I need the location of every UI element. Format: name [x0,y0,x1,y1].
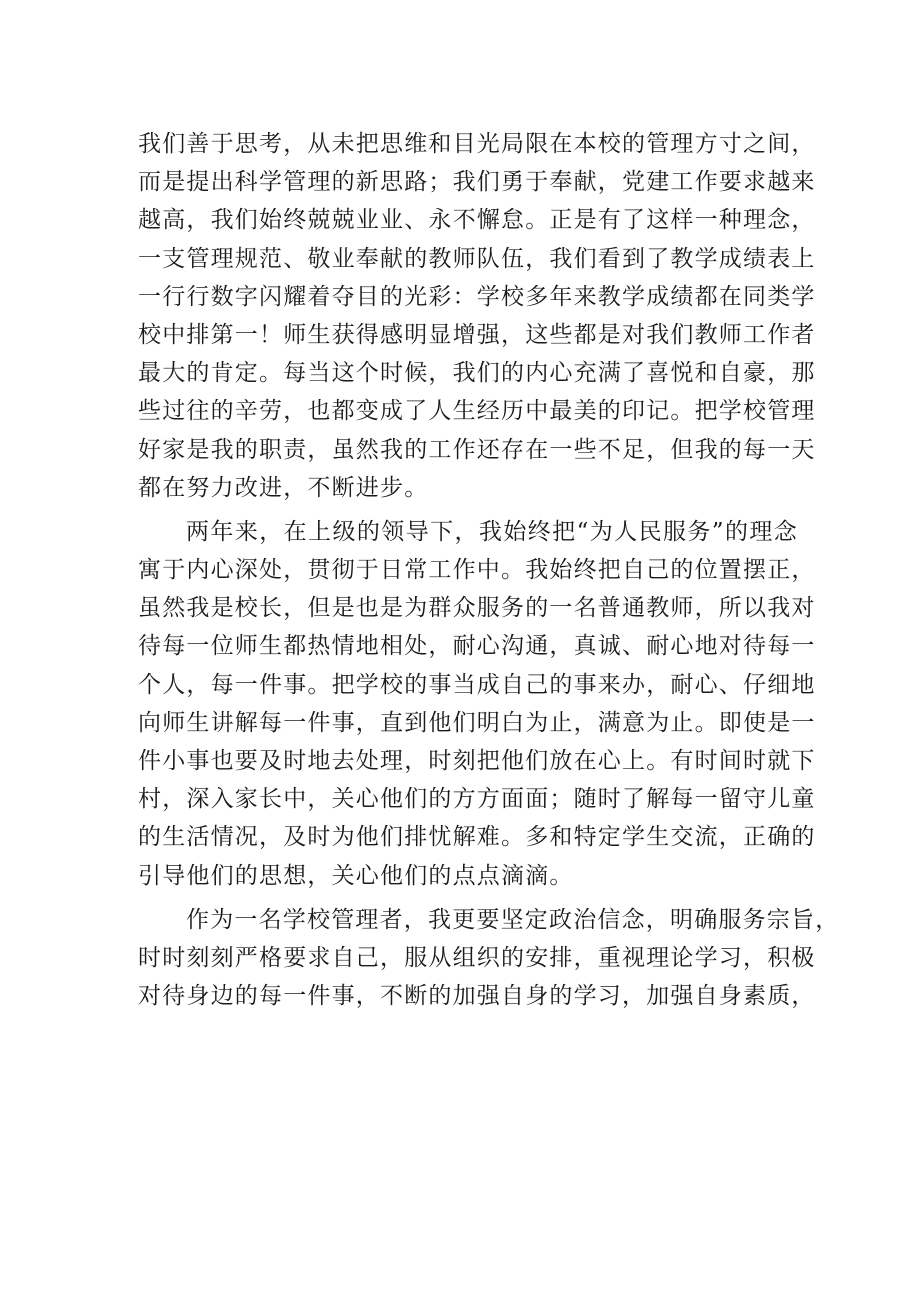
paragraph-1-line: 一行行数字闪耀着夺目的光彩：学校多年来教学成绩都在同类学 [138,283,816,310]
paragraph-2-line-last: 引导他们的思想，关心他们的点点滴滴。 [138,862,574,889]
paragraph-1-line: 好家是我的职责，虽然我的工作还存在一些不足，但我的每一天 [138,436,816,463]
paragraph-2-line: 件小事也要及时地去处理，时刻把他们放在心上。有时间时就下 [138,748,816,774]
paragraph-2-line: 向师生讲解每一件事，直到他们明白为止，满意为止。即使是一 [138,709,816,736]
paragraph-1-line: 校中排第一！师生获得感明显增强，这些都是对我们教师工作者 [138,321,816,348]
paragraph-2-line: 寓于内心深处，贯彻于日常工作中。我始终把自己的位置摆正， [138,557,816,584]
paragraph-1-line: 而是提出科学管理的新思路；我们勇于奉献，党建工作要求越来 [138,169,816,196]
paragraph-1-line: 一支管理规范、敬业奉献的教师队伍，我们看到了教学成绩表上 [138,245,816,272]
paragraph-2-line: 待每一位师生都热情地相处，耐心沟通，真诚、耐心地对待每一 [138,633,816,660]
paragraph-1-line-last: 都在努力改进，不断进步。 [138,474,429,501]
paragraph-2-line: 的生活情况，及时为他们排忧解难。多和特定学生交流，正确的 [138,824,816,851]
paragraph-1-line: 我们善于思考，从未把思维和目光局限在本校的管理方寸之间， [138,131,816,157]
paragraph-1-line: 些过往的辛劳，也都变成了人生经历中最美的印记。把学校管理 [138,398,816,425]
paragraph-3-line: 时时刻刻严格要求自己，服从组织的安排，重视理论学习，积极 [138,944,816,971]
document-body [138,125,840,1015]
paragraph-3-line-first: 作为一名学校管理者，我更要坚定政治信念，明确服务宗旨， [186,906,840,933]
paragraph-3-line: 对待身边的每一件事，不断的加强自身的学习，加强自身素质， [138,983,816,1010]
paragraph-2-line-first: 两年来，在上级的领导下，我始终把“为人民服务”的理念 [186,518,798,545]
paragraph-1-line: 越高，我们始终兢兢业业、永不懈怠。正是有了这样一种理念， [138,207,816,234]
paragraph-2-line: 个人，每一件事。把学校的事当成自己的事来办，耐心、仔细地 [138,671,816,698]
paragraph-2-line: 虽然我是校长，但是也是为群众服务的一名普通教师，所以我对 [138,595,816,622]
paragraph-2-line: 村，深入家长中，关心他们的方方面面；随时了解每一留守儿童 [138,786,816,813]
paragraph-1-line: 最大的肯定。每当这个时候，我们的内心充满了喜悦和自豪，那 [138,360,816,387]
